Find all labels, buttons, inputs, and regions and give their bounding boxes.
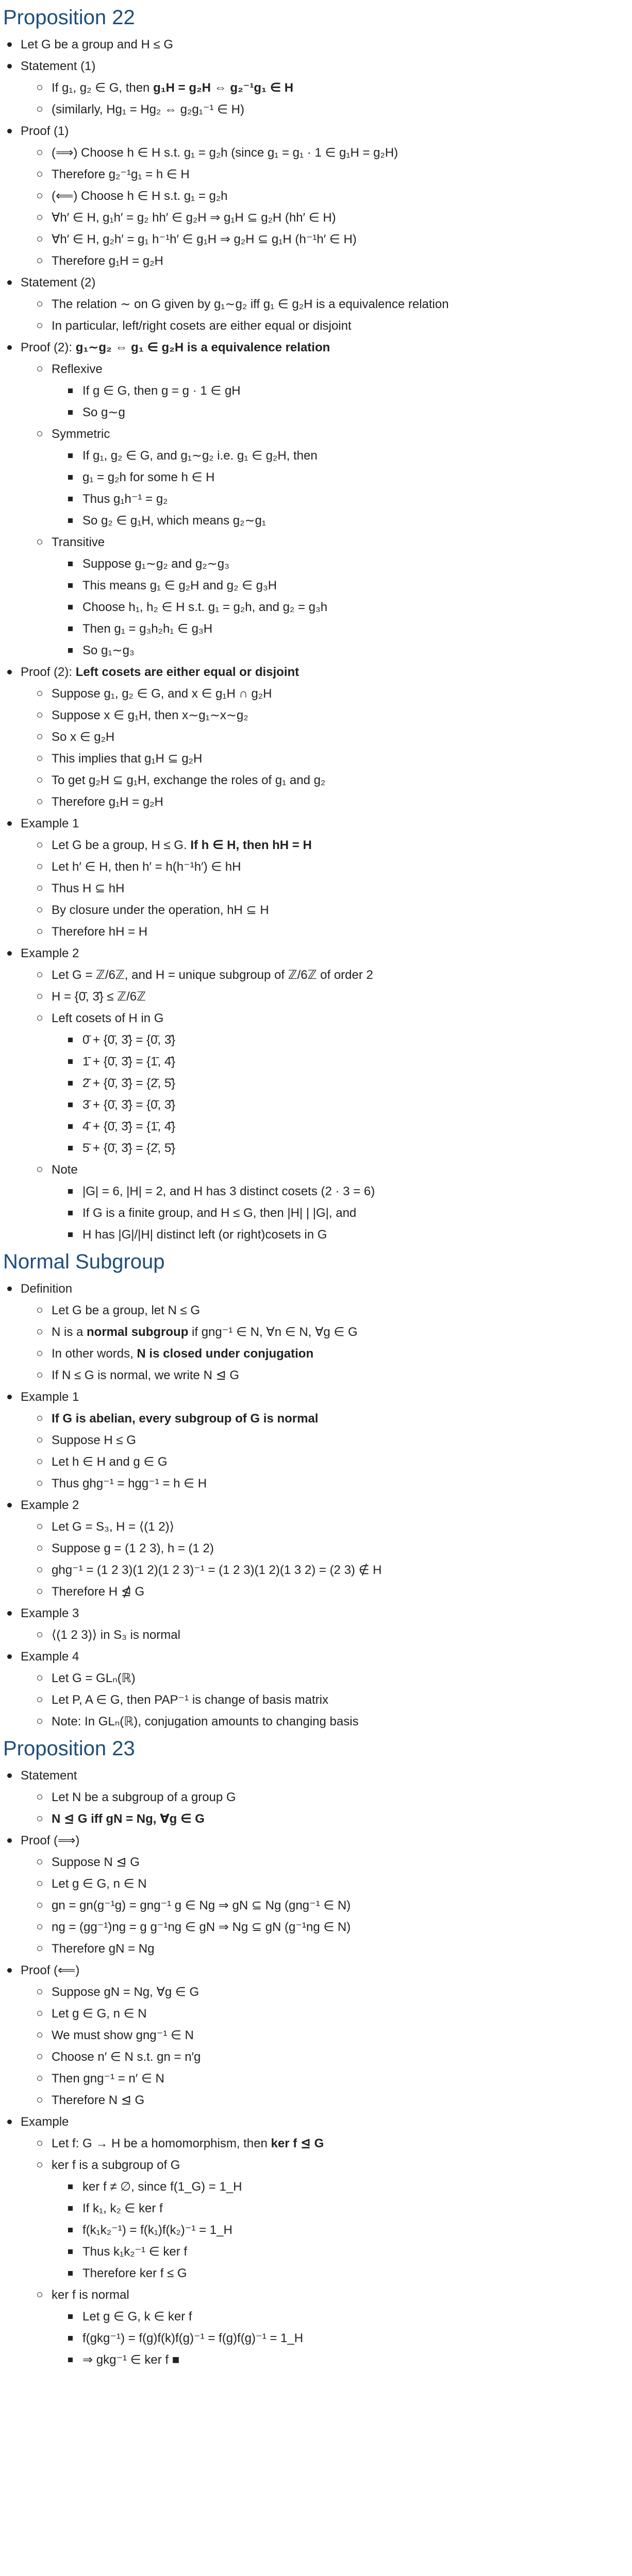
list-item — [82, 2329, 632, 2347]
list-item — [52, 2026, 632, 2044]
list-item — [52, 230, 632, 248]
item-text: Suppose g₁, g₂ ∈ G, and x ∈ g₁H ∩ g₂H — [52, 687, 272, 701]
list-item — [52, 317, 632, 335]
list-item — [82, 2264, 632, 2282]
item-text: Transitive — [52, 535, 105, 549]
item-text: Choose h₁, h₂ ∈ H s.t. g₁ = g₂h, and g₂ = g₃h — [82, 600, 328, 614]
item-text: Symmetric — [52, 427, 110, 441]
list-item — [21, 274, 632, 335]
list-item — [82, 1182, 632, 1200]
item-text: Proof (1) — [21, 124, 69, 138]
list-item — [21, 57, 632, 118]
list-item — [52, 165, 632, 183]
list-item — [52, 1853, 632, 1871]
bullet-list-level-3 — [52, 447, 632, 530]
bullet-list-level-2 — [21, 144, 632, 270]
item-text: Suppose N ⊴ G — [52, 1855, 140, 1869]
text-run: If g₁, g₂ ∈ G, then — [52, 81, 154, 95]
list-item — [82, 1226, 632, 1244]
item-text: Let G = GLₙ(ℝ) — [52, 1671, 136, 1685]
list-item — [21, 1832, 632, 1958]
list-item — [52, 836, 632, 854]
list-item — [52, 728, 632, 746]
item-text: ker f ≠ ∅, since f(1_G) = 1_H — [82, 2180, 242, 2194]
item-text: Note: In GLₙ(ℝ), conjugation amounts to changing basis — [52, 1715, 359, 1728]
section-title: Normal Subgroup — [3, 1250, 165, 1273]
item-text: Example — [21, 2115, 69, 2129]
list-item — [52, 1810, 632, 1828]
item-text: (⟹) Choose h ∈ H s.t. g₁ = g₂h (since g₁ = g₁ · 1 ∈ g₁H = g₂H) — [52, 146, 398, 160]
list-item — [52, 685, 632, 703]
item-text: Proof (⟸) — [21, 1963, 80, 1977]
list-item — [52, 1475, 632, 1493]
item-text: Example 1 — [21, 1390, 79, 1404]
list-item — [52, 1875, 632, 1893]
list-item — [52, 79, 632, 97]
bold-text: normal subgroup — [87, 1325, 189, 1339]
item-text: 1̄ + {0̄, 3̄} = {1̄, 4̄} — [82, 1055, 176, 1069]
text-run: Let f: G → H be a homomorphism, then — [52, 2137, 271, 2150]
item-text: Therefore g₂⁻¹g₁ = h ∈ H — [52, 167, 190, 181]
item-text: Therefore hH = H — [52, 925, 148, 939]
text-run: if gng⁻¹ ∈ N, ∀n ∈ N, ∀g ∈ G — [188, 1325, 358, 1339]
bullet-list-level-2 — [21, 2134, 632, 2369]
item-text: Let h ∈ H and g ∈ G — [52, 1455, 168, 1469]
list-item — [52, 1713, 632, 1731]
item-text: Thus k₁k₂⁻¹ ∈ ker f — [82, 2245, 188, 2259]
bold-text: ker f ⊴ G — [271, 2137, 324, 2150]
list-item — [52, 252, 632, 270]
item-text: Therefore N ⊴ G — [52, 2093, 145, 2107]
item-text: ng = (gg⁻¹)ng = g g⁻¹ng ∈ gN ⇒ Ng ⊆ gN (g⁻¹ng ∈ N) — [52, 1920, 351, 1934]
list-item — [82, 512, 632, 530]
list-item — [52, 1366, 632, 1384]
item-text: ⇒ gkg⁻¹ ∈ ker f ■ — [82, 2353, 180, 2367]
list-item — [21, 1961, 632, 2109]
item-text: To get g₂H ⊆ g₁H, exchange the roles of g₁ and g₂ — [52, 773, 326, 787]
section — [3, 3, 632, 1244]
bold-text: If G is abelian, every subgroup of G is normal — [52, 1412, 319, 1426]
item-text: Suppose gN = Ng, ∀g ∈ G — [52, 1985, 199, 1999]
list-item — [52, 360, 632, 421]
list-item — [52, 706, 632, 724]
item-text: ker f is a subgroup of G — [52, 2158, 180, 2172]
list-item — [52, 1940, 632, 1958]
list-item — [52, 2048, 632, 2066]
item-text: So x ∈ g₂H — [52, 730, 115, 744]
list-item — [21, 1280, 632, 1384]
item-text: Suppose H ≤ G — [52, 1433, 136, 1447]
item-text: ∀h′ ∈ H, g₁h′ = g₂ hh′ ∈ g₂H ⇒ g₁H ⊆ g₂H (hh′ ∈ H) — [52, 211, 336, 225]
list-item — [82, 447, 632, 465]
item-text: Example 4 — [21, 1650, 79, 1664]
list-item — [21, 663, 632, 811]
list-item — [52, 2134, 632, 2153]
text-run: Let G be a group, H ≤ G. — [52, 838, 191, 852]
list-item — [21, 1767, 632, 1828]
list-item — [52, 1896, 632, 1914]
list-item — [21, 1648, 632, 1731]
list-item — [52, 1301, 632, 1319]
item-text: Example 3 — [21, 1606, 79, 1620]
item-text: ⟨(1 2 3)⟩ in S₃ is normal — [52, 1628, 180, 1642]
list-item — [82, 620, 632, 638]
list-item — [21, 1604, 632, 1644]
item-text: Thus ghg⁻¹ = hgg⁻¹ = h ∈ H — [52, 1477, 207, 1490]
list-item — [52, 1788, 632, 1806]
item-text: g₁ = g₂h for some h ∈ H — [82, 470, 215, 484]
item-text: If N ≤ G is normal, we write N ⊴ G — [52, 1368, 240, 1382]
item-text: Example 2 — [21, 946, 79, 960]
list-item — [82, 555, 632, 573]
list-item — [82, 2351, 632, 2369]
item-text: So g∼g — [82, 405, 125, 419]
item-text: (⟸) Choose h ∈ H s.t. g₁ = g₂h — [52, 189, 228, 203]
item-text: ∀h′ ∈ H, g₂h′ = g₁ h⁻¹h′ ∈ g₁H ⇒ g₂H ⊆ g₁H (h⁻¹h′ ∈ H) — [52, 232, 357, 246]
list-item — [82, 382, 632, 400]
list-item — [21, 1388, 632, 1493]
list-item — [21, 1496, 632, 1601]
bullet-list-level-1 — [3, 36, 632, 1244]
list-item — [52, 1583, 632, 1601]
text-run: Proof (2): — [21, 665, 76, 679]
item-text: Proof (⟹) — [21, 1834, 80, 1848]
bold-text: g₁∼g₂ ⇔ g₁ ∈ g₂H is a equivalence relation — [75, 341, 330, 354]
item-text: 2̄ + {0̄, 3̄} = {2̄, 5̄} — [82, 1076, 176, 1090]
list-item — [52, 1453, 632, 1471]
bullet-list-level-3 — [52, 2178, 632, 2282]
item-text: Example 1 — [21, 817, 79, 831]
item-text: Therefore g₁H = g₂H — [52, 254, 163, 268]
list-item — [82, 598, 632, 616]
item-text: (similarly, Hg₁ = Hg₂ ⇔ g₂g₁⁻¹ ∈ H) — [52, 103, 245, 116]
list-item — [82, 1053, 632, 1071]
list-item — [82, 1031, 632, 1049]
list-item — [52, 1626, 632, 1644]
list-item — [82, 1139, 632, 1157]
item-text: Definition — [21, 1282, 73, 1296]
list-item — [52, 966, 632, 984]
item-text: ghg⁻¹ = (1 2 3)(1 2)(1 2 3)⁻¹ = (1 2 3)(1 2)(1 3 2) = (2 3) ∉ H — [52, 1563, 382, 1577]
bullet-list-level-3 — [52, 382, 632, 421]
item-text: 4̄ + {0̄, 3̄} = {1̄, 4̄} — [82, 1120, 176, 1133]
item-text: gn = gn(g⁻¹g) = gng⁻¹ g ∈ Ng ⇒ gN ⊆ Ng (gng⁻¹ ∈ N) — [52, 1899, 351, 1912]
item-text: Let g ∈ G, n ∈ N — [52, 1877, 147, 1891]
text-run: In other words, — [52, 1347, 137, 1361]
item-text: If g₁, g₂ ∈ G, and g₁∼g₂ i.e. g₁ ∈ g₂H, then — [82, 449, 318, 463]
list-item — [52, 2156, 632, 2282]
list-item — [52, 295, 632, 313]
list-item — [52, 425, 632, 530]
bullet-list-level-2 — [21, 1983, 632, 2109]
list-item — [52, 209, 632, 227]
item-text: Reflexive — [52, 362, 103, 376]
item-text: We must show gng⁻¹ ∈ N — [52, 2028, 194, 2042]
list-item — [52, 879, 632, 897]
list-item — [52, 1983, 632, 2001]
bold-text: g₁H = g₂H ⇔ g₂⁻¹g₁ ∈ H — [153, 81, 294, 95]
section — [3, 1247, 632, 1731]
list-item — [82, 2199, 632, 2217]
item-text: Let N be a subgroup of a group G — [52, 1790, 236, 1804]
list-item — [52, 901, 632, 919]
section — [3, 1734, 632, 2369]
item-text: Suppose g₁∼g₂ and g₂∼g₃ — [82, 557, 229, 571]
list-item — [52, 923, 632, 941]
list-item — [52, 1009, 632, 1157]
bullet-list-level-2 — [21, 1626, 632, 1644]
bold-text: If h ∈ H, then hH = H — [190, 838, 312, 852]
item-text: 0̄ + {0̄, 3̄} = {0̄, 3̄} — [82, 1033, 176, 1047]
item-text: So g₁∼g₃ — [82, 643, 135, 657]
list-item — [82, 1204, 632, 1222]
item-text: If k₁, k₂ ∈ ker f — [82, 2201, 163, 2215]
item-text: Therefore g₁H = g₂H — [52, 795, 163, 809]
item-text: Left cosets of H in G — [52, 1011, 164, 1025]
bullet-list-level-1 — [3, 1280, 632, 1731]
item-text: H has |G|/|H| distinct left (or right)cosets in G — [82, 1228, 327, 1242]
list-item — [21, 122, 632, 270]
list-item — [82, 1096, 632, 1114]
list-item — [52, 100, 632, 118]
bullet-list-level-2 — [21, 295, 632, 335]
list-item — [21, 36, 632, 54]
item-text: Let g ∈ G, k ∈ ker f — [82, 2310, 192, 2324]
item-text: f(gkg⁻¹) = f(g)f(k)f(g)⁻¹ = f(g)f(g)⁻¹ = 1_H — [82, 2331, 304, 2345]
item-text: By closure under the operation, hH ⊆ H — [52, 903, 269, 917]
section-title: Proposition 22 — [3, 6, 135, 29]
item-text: Therefore ker f ≤ G — [82, 2266, 187, 2280]
item-text: If G is a finite group, and H ≤ G, then |H| | |G|, and — [82, 1206, 357, 1220]
list-item — [52, 2070, 632, 2088]
bullet-list-level-3 — [52, 1031, 632, 1157]
bullet-list-level-2 — [21, 836, 632, 941]
item-text: Thus g₁h⁻¹ = g₂ — [82, 492, 168, 506]
item-text: Let G be a group and H ≤ G — [21, 38, 174, 52]
item-text: Let P, A ∈ G, then PAP⁻¹ is change of basis matrix — [52, 1693, 328, 1707]
list-item — [21, 338, 632, 659]
item-text: Thus H ⊆ hH — [52, 882, 125, 895]
list-item — [52, 2005, 632, 2023]
list-item — [52, 771, 632, 789]
list-item — [52, 793, 632, 811]
list-item — [82, 2178, 632, 2196]
list-item — [21, 944, 632, 1244]
list-item — [52, 533, 632, 659]
item-text: In particular, left/right cosets are either equal or disjoint — [52, 319, 352, 333]
item-text: Note — [52, 1163, 78, 1177]
list-item — [52, 858, 632, 876]
bullet-list-level-2 — [21, 1853, 632, 1958]
list-item — [82, 468, 632, 486]
list-item — [52, 1410, 632, 1428]
list-item — [52, 187, 632, 205]
bullet-list-level-2 — [21, 79, 632, 118]
bold-text: Left cosets are either equal or disjoint — [75, 665, 300, 679]
list-item — [52, 1518, 632, 1536]
bullet-list-level-2 — [21, 1518, 632, 1601]
list-item — [52, 1561, 632, 1579]
list-item — [52, 2286, 632, 2369]
item-text: This implies that g₁H ⊆ g₂H — [52, 752, 203, 766]
text-run: N is a — [52, 1325, 87, 1339]
list-item — [52, 1323, 632, 1341]
list-item — [52, 1918, 632, 1936]
item-text: Let g ∈ G, n ∈ N — [52, 2007, 147, 2021]
item-text: Statement (1) — [21, 59, 96, 73]
item-text: This means g₁ ∈ g₂H and g₂ ∈ g₃H — [82, 579, 277, 592]
item-text: The relation ∼ on G given by g₁∼g₂ iff g₁ ∈ g₂H is a equivalence relation — [52, 297, 449, 311]
item-text: If g ∈ G, then g = g · 1 ∈ gH — [82, 384, 241, 398]
list-item — [52, 1691, 632, 1709]
item-text: 5̄ + {0̄, 3̄} = {2̄, 5̄} — [82, 1141, 176, 1155]
bullet-list-level-2 — [21, 685, 632, 811]
list-item — [82, 403, 632, 421]
list-item — [52, 1669, 632, 1687]
list-item — [21, 2113, 632, 2369]
item-text: H = {0̄, 3̄} ≤ ℤ/6ℤ — [52, 990, 146, 1004]
list-item — [52, 1161, 632, 1244]
list-item — [82, 641, 632, 659]
list-item — [52, 1431, 632, 1449]
list-item — [52, 988, 632, 1006]
list-item — [82, 2308, 632, 2326]
list-item — [21, 815, 632, 941]
list-item — [82, 1074, 632, 1092]
item-text: 3̄ + {0̄, 3̄} = {0̄, 3̄} — [82, 1098, 176, 1112]
item-text: Let G be a group, let N ≤ G — [52, 1303, 200, 1317]
item-text: Then gng⁻¹ = n′ ∈ N — [52, 2072, 164, 2086]
item-text: Statement — [21, 1769, 77, 1783]
list-item — [52, 1345, 632, 1363]
item-text: Therefore gN = Ng — [52, 1942, 155, 1956]
bullet-list-level-2 — [21, 1788, 632, 1828]
list-item — [82, 1117, 632, 1136]
section-title: Proposition 23 — [3, 1737, 135, 1760]
list-item — [52, 750, 632, 768]
item-text: Choose n′ ∈ N s.t. gn = n′g — [52, 2050, 201, 2064]
item-text: ker f is normal — [52, 2288, 129, 2302]
item-text: So g₂ ∈ g₁H, which means g₂∼g₁ — [82, 514, 266, 528]
item-text: Therefore H ⋬ G — [52, 1585, 145, 1599]
bullet-list-level-2 — [21, 966, 632, 1244]
bullet-list-level-3 — [52, 2308, 632, 2369]
list-item — [82, 2221, 632, 2239]
bullet-list-level-2 — [21, 1301, 632, 1384]
list-item — [52, 2091, 632, 2109]
item-text: Let h′ ∈ H, then h′ = h(h⁻¹h′) ∈ hH — [52, 860, 241, 874]
item-text: Suppose x ∈ g₁H, then x∼g₁∼x∼g₂ — [52, 708, 248, 722]
bold-text: N is closed under conjugation — [137, 1347, 314, 1361]
item-text: |G| = 6, |H| = 2, and H has 3 distinct cosets (2 · 3 = 6) — [82, 1184, 375, 1198]
bullet-list-level-1 — [3, 1767, 632, 2369]
bold-text: N ⊴ G iff gN = Ng, ∀g ∈ G — [52, 1812, 205, 1826]
bullet-list-level-2 — [21, 1669, 632, 1731]
bullet-list-level-3 — [52, 555, 632, 659]
list-item — [82, 577, 632, 595]
item-text: Then g₁ = g₃h₂h₁ ∈ g₃H — [82, 622, 213, 636]
item-text: f(k₁k₂⁻¹) = f(k₁)f(k₂)⁻¹ = 1_H — [82, 2223, 232, 2237]
item-text: Statement (2) — [21, 276, 96, 290]
text-run: Proof (2): — [21, 341, 76, 354]
item-text: Suppose g = (1 2 3), h = (1 2) — [52, 1541, 214, 1555]
bullet-list-level-2 — [21, 360, 632, 659]
bullet-list-level-3 — [52, 1182, 632, 1244]
list-item — [52, 1539, 632, 1557]
list-item — [82, 2243, 632, 2261]
list-item — [82, 490, 632, 508]
bullet-list-level-2 — [21, 1410, 632, 1493]
item-text: Let G = S₃, H = ⟨(1 2)⟩ — [52, 1520, 174, 1534]
item-text: Let G = ℤ/6ℤ, and H = unique subgroup of ℤ/6ℤ of order 2 — [52, 968, 373, 982]
item-text: Example 2 — [21, 1498, 79, 1512]
list-item — [52, 144, 632, 162]
